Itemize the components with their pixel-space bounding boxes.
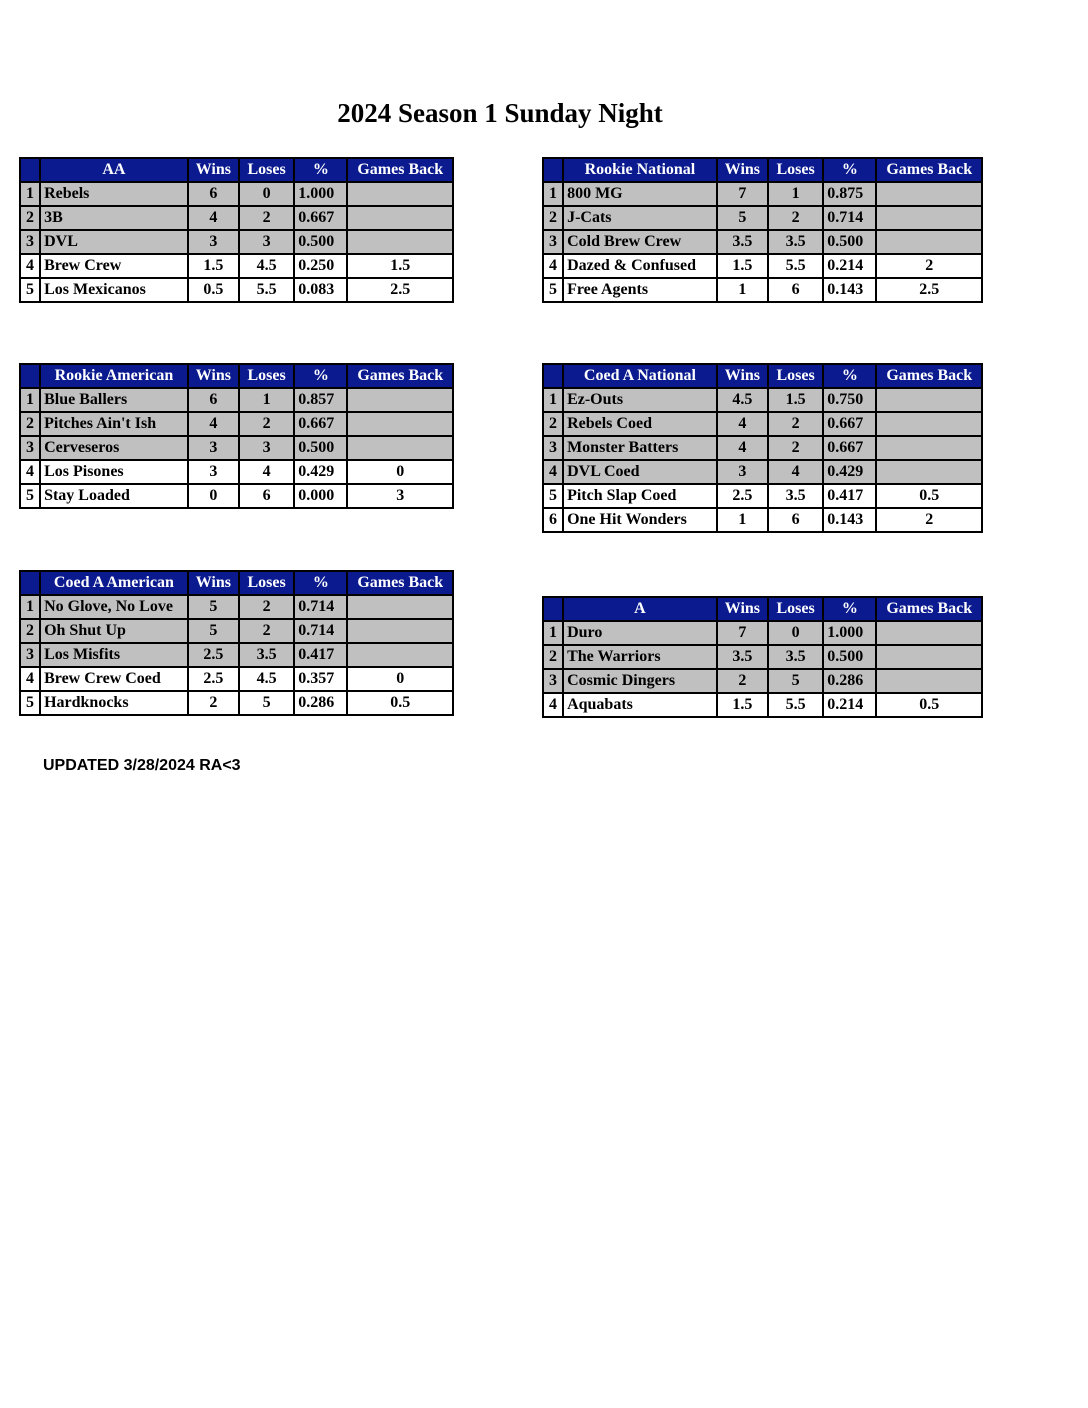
- loses-value: 2: [239, 412, 294, 436]
- games-back-value: 3: [347, 484, 453, 508]
- rank-cell: 3: [543, 669, 563, 693]
- wins-value: 2.5: [188, 667, 239, 691]
- rank-cell: 2: [543, 645, 563, 669]
- pct-value: 0.143: [823, 508, 876, 532]
- table-row: [543, 645, 982, 669]
- rank-cell: 2: [20, 412, 40, 436]
- pct-value: 0.250: [294, 254, 347, 278]
- games-back-value: 2.5: [876, 278, 982, 302]
- games-back-value: [876, 230, 982, 254]
- loses-value: 2: [239, 619, 294, 643]
- header-pct: %: [294, 364, 347, 388]
- team-name: Blue Ballers: [40, 388, 188, 412]
- loses-value: 5.5: [768, 254, 823, 278]
- wins-value: 4: [717, 436, 768, 460]
- wins-value: 0.5: [188, 278, 239, 302]
- team-name: Los Mexicanos: [40, 278, 188, 302]
- rank-cell: 1: [20, 388, 40, 412]
- loses-value: 4: [239, 460, 294, 484]
- rank-cell: 3: [543, 436, 563, 460]
- games-back-value: 0.5: [876, 484, 982, 508]
- updated-note: UPDATED 3/28/2024 RA<3: [43, 757, 241, 774]
- team-name: Los Pisones: [40, 460, 188, 484]
- table-header-row: [20, 364, 453, 388]
- rank-cell: 4: [20, 254, 40, 278]
- games-back-value: [876, 412, 982, 436]
- team-name: 800 MG: [563, 182, 717, 206]
- table-row: [543, 388, 982, 412]
- rank-cell: 2: [20, 619, 40, 643]
- table-row: [20, 460, 453, 484]
- rank-cell: 3: [20, 230, 40, 254]
- table-row: [543, 621, 982, 645]
- wins-value: 6: [188, 388, 239, 412]
- pct-value: 0.000: [294, 484, 347, 508]
- wins-value: 1.5: [188, 254, 239, 278]
- team-name: Los Misfits: [40, 643, 188, 667]
- standings-table-rookie-american: [19, 363, 454, 509]
- wins-value: 2.5: [188, 643, 239, 667]
- rank-cell: 2: [543, 412, 563, 436]
- pct-value: 0.429: [823, 460, 876, 484]
- team-name: Cosmic Dingers: [563, 669, 717, 693]
- rank-cell: 4: [20, 460, 40, 484]
- header-rank-cell: [543, 597, 563, 621]
- wins-value: 5: [188, 619, 239, 643]
- games-back-value: 0.5: [347, 691, 453, 715]
- team-name: Pitches Ain't Ish: [40, 412, 188, 436]
- rank-cell: 5: [543, 484, 563, 508]
- loses-value: 2: [239, 595, 294, 619]
- loses-value: 5.5: [768, 693, 823, 717]
- table-row: [20, 412, 453, 436]
- loses-value: 5: [768, 669, 823, 693]
- loses-value: 1.5: [768, 388, 823, 412]
- rank-cell: 3: [20, 436, 40, 460]
- table-header-row: [20, 571, 453, 595]
- games-back-value: [876, 206, 982, 230]
- table-row: [20, 691, 453, 715]
- wins-value: 2: [188, 691, 239, 715]
- header-pct: %: [823, 364, 876, 388]
- team-name: Monster Batters: [563, 436, 717, 460]
- wins-value: 3: [188, 230, 239, 254]
- pct-value: 0.667: [294, 206, 347, 230]
- rank-cell: 4: [543, 254, 563, 278]
- table-header-row: [543, 364, 982, 388]
- pct-value: 0.500: [294, 436, 347, 460]
- games-back-value: [347, 206, 453, 230]
- wins-value: 7: [717, 182, 768, 206]
- wins-value: 3: [188, 460, 239, 484]
- table-row: [20, 595, 453, 619]
- pct-value: 0.714: [823, 206, 876, 230]
- header-rank-cell: [20, 364, 40, 388]
- table-row: [20, 254, 453, 278]
- games-back-value: [347, 595, 453, 619]
- team-name: Cerveseros: [40, 436, 188, 460]
- games-back-value: 2: [876, 508, 982, 532]
- table-row: [20, 436, 453, 460]
- standings-table-aa: [19, 157, 454, 303]
- loses-value: 2: [239, 206, 294, 230]
- loses-value: 4: [768, 460, 823, 484]
- loses-value: 3: [239, 436, 294, 460]
- loses-value: 0: [239, 182, 294, 206]
- team-name: Oh Shut Up: [40, 619, 188, 643]
- team-name: Aquabats: [563, 693, 717, 717]
- wins-value: 4: [188, 206, 239, 230]
- wins-value: 1: [717, 278, 768, 302]
- division-name: A: [563, 597, 717, 621]
- pct-value: 0.857: [294, 388, 347, 412]
- division-name: AA: [40, 158, 188, 182]
- team-name: Cold Brew Crew: [563, 230, 717, 254]
- pct-value: 0.214: [823, 254, 876, 278]
- rank-cell: 3: [20, 643, 40, 667]
- pct-value: 0.357: [294, 667, 347, 691]
- team-name: DVL: [40, 230, 188, 254]
- pct-value: 0.286: [823, 669, 876, 693]
- table-header-row: [20, 158, 453, 182]
- header-games-back: Games Back: [347, 158, 453, 182]
- header-rank-cell: [543, 158, 563, 182]
- team-name: DVL Coed: [563, 460, 717, 484]
- team-name: Pitch Slap Coed: [563, 484, 717, 508]
- loses-value: 3.5: [768, 645, 823, 669]
- header-games-back: Games Back: [876, 364, 982, 388]
- table-row: [20, 643, 453, 667]
- team-name: 3B: [40, 206, 188, 230]
- games-back-value: 1.5: [347, 254, 453, 278]
- team-name: No Glove, No Love: [40, 595, 188, 619]
- team-name: Ez-Outs: [563, 388, 717, 412]
- games-back-value: 0: [347, 460, 453, 484]
- rank-cell: 6: [543, 508, 563, 532]
- pct-value: 0.714: [294, 619, 347, 643]
- table-row: [20, 182, 453, 206]
- standings-table-a: [542, 596, 983, 718]
- rank-cell: 5: [20, 691, 40, 715]
- header-pct: %: [294, 571, 347, 595]
- games-back-value: [876, 182, 982, 206]
- pct-value: 0.143: [823, 278, 876, 302]
- table-header-row: [543, 597, 982, 621]
- rank-cell: 1: [543, 621, 563, 645]
- loses-value: 0: [768, 621, 823, 645]
- pct-value: 0.750: [823, 388, 876, 412]
- rank-cell: 1: [20, 595, 40, 619]
- table-row: [543, 460, 982, 484]
- team-name: J-Cats: [563, 206, 717, 230]
- header-rank-cell: [20, 571, 40, 595]
- header-loses: Loses: [768, 597, 823, 621]
- pct-value: 0.500: [823, 230, 876, 254]
- wins-value: 2.5: [717, 484, 768, 508]
- games-back-value: [876, 460, 982, 484]
- wins-value: 0: [188, 484, 239, 508]
- header-rank-cell: [543, 364, 563, 388]
- wins-value: 5: [188, 595, 239, 619]
- table-row: [543, 669, 982, 693]
- games-back-value: 0.5: [876, 693, 982, 717]
- wins-value: 3: [188, 436, 239, 460]
- loses-value: 3: [239, 230, 294, 254]
- loses-value: 1: [239, 388, 294, 412]
- games-back-value: [876, 669, 982, 693]
- rank-cell: 5: [543, 278, 563, 302]
- pct-value: 0.875: [823, 182, 876, 206]
- table-row: [20, 206, 453, 230]
- games-back-value: [347, 643, 453, 667]
- table-row: [20, 278, 453, 302]
- wins-value: 6: [188, 182, 239, 206]
- games-back-value: [347, 412, 453, 436]
- header-pct: %: [823, 597, 876, 621]
- header-pct: %: [823, 158, 876, 182]
- table-row: [543, 254, 982, 278]
- loses-value: 3.5: [768, 230, 823, 254]
- loses-value: 2: [768, 206, 823, 230]
- header-loses: Loses: [239, 364, 294, 388]
- header-wins: Wins: [717, 158, 768, 182]
- table-row: [543, 693, 982, 717]
- table-row: [20, 388, 453, 412]
- team-name: Rebels Coed: [563, 412, 717, 436]
- table-row: [543, 206, 982, 230]
- table-row: [543, 230, 982, 254]
- rank-cell: 4: [543, 460, 563, 484]
- loses-value: 4.5: [239, 254, 294, 278]
- games-back-value: [347, 619, 453, 643]
- loses-value: 6: [239, 484, 294, 508]
- team-name: Dazed & Confused: [563, 254, 717, 278]
- games-back-value: 0: [347, 667, 453, 691]
- header-loses: Loses: [239, 158, 294, 182]
- wins-value: 3.5: [717, 645, 768, 669]
- pct-value: 0.417: [294, 643, 347, 667]
- games-back-value: [876, 621, 982, 645]
- header-rank-cell: [20, 158, 40, 182]
- loses-value: 6: [768, 278, 823, 302]
- loses-value: 3.5: [239, 643, 294, 667]
- header-wins: Wins: [188, 571, 239, 595]
- wins-value: 1.5: [717, 254, 768, 278]
- pct-value: 0.667: [823, 436, 876, 460]
- division-name: Rookie National: [563, 158, 717, 182]
- wins-value: 7: [717, 621, 768, 645]
- pct-value: 1.000: [294, 182, 347, 206]
- header-games-back: Games Back: [347, 364, 453, 388]
- table-row: [543, 484, 982, 508]
- standings-table-rookie-national: [542, 157, 983, 303]
- header-wins: Wins: [717, 364, 768, 388]
- header-games-back: Games Back: [347, 571, 453, 595]
- header-wins: Wins: [188, 364, 239, 388]
- team-name: Brew Crew Coed: [40, 667, 188, 691]
- games-back-value: [347, 182, 453, 206]
- loses-value: 5.5: [239, 278, 294, 302]
- rank-cell: 1: [20, 182, 40, 206]
- page-title: 2024 Season 1 Sunday Night: [337, 98, 663, 128]
- standings-table-coed-a-national: [542, 363, 983, 533]
- team-name: Free Agents: [563, 278, 717, 302]
- rank-cell: 1: [543, 388, 563, 412]
- wins-value: 4: [717, 412, 768, 436]
- loses-value: 1: [768, 182, 823, 206]
- team-name: Rebels: [40, 182, 188, 206]
- games-back-value: [347, 230, 453, 254]
- table-row: [543, 508, 982, 532]
- header-loses: Loses: [239, 571, 294, 595]
- team-name: Stay Loaded: [40, 484, 188, 508]
- team-name: Hardknocks: [40, 691, 188, 715]
- loses-value: 4.5: [239, 667, 294, 691]
- wins-value: 3: [717, 460, 768, 484]
- team-name: Brew Crew: [40, 254, 188, 278]
- team-name: Duro: [563, 621, 717, 645]
- pct-value: 0.500: [823, 645, 876, 669]
- pct-value: 0.429: [294, 460, 347, 484]
- header-loses: Loses: [768, 158, 823, 182]
- loses-value: 6: [768, 508, 823, 532]
- table-row: [20, 484, 453, 508]
- wins-value: 3.5: [717, 230, 768, 254]
- rank-cell: 3: [543, 230, 563, 254]
- games-back-value: [347, 388, 453, 412]
- games-back-value: 2: [876, 254, 982, 278]
- header-wins: Wins: [717, 597, 768, 621]
- games-back-value: [876, 645, 982, 669]
- rank-cell: 2: [20, 206, 40, 230]
- header-wins: Wins: [188, 158, 239, 182]
- pct-value: 0.083: [294, 278, 347, 302]
- table-row: [543, 278, 982, 302]
- loses-value: 5: [239, 691, 294, 715]
- pct-value: 1.000: [823, 621, 876, 645]
- wins-value: 4: [188, 412, 239, 436]
- division-name: Rookie American: [40, 364, 188, 388]
- rank-cell: 4: [543, 693, 563, 717]
- pct-value: 0.667: [823, 412, 876, 436]
- table-row: [543, 436, 982, 460]
- games-back-value: [347, 436, 453, 460]
- table-row: [543, 182, 982, 206]
- table-row: [20, 619, 453, 643]
- division-name: Coed A National: [563, 364, 717, 388]
- pct-value: 0.214: [823, 693, 876, 717]
- header-games-back: Games Back: [876, 158, 982, 182]
- games-back-value: 2.5: [347, 278, 453, 302]
- team-name: One Hit Wonders: [563, 508, 717, 532]
- loses-value: 2: [768, 436, 823, 460]
- pct-value: 0.714: [294, 595, 347, 619]
- rank-cell: 1: [543, 182, 563, 206]
- wins-value: 1.5: [717, 693, 768, 717]
- pct-value: 0.417: [823, 484, 876, 508]
- rank-cell: 5: [20, 484, 40, 508]
- table-row: [20, 230, 453, 254]
- header-loses: Loses: [768, 364, 823, 388]
- loses-value: 3.5: [768, 484, 823, 508]
- games-back-value: [876, 436, 982, 460]
- rank-cell: 2: [543, 206, 563, 230]
- pct-value: 0.500: [294, 230, 347, 254]
- standings-table-coed-a-american: [19, 570, 454, 716]
- rank-cell: 5: [20, 278, 40, 302]
- loses-value: 2: [768, 412, 823, 436]
- pct-value: 0.286: [294, 691, 347, 715]
- table-header-row: [543, 158, 982, 182]
- games-back-value: [876, 388, 982, 412]
- rank-cell: 4: [20, 667, 40, 691]
- wins-value: 5: [717, 206, 768, 230]
- wins-value: 2: [717, 669, 768, 693]
- team-name: The Warriors: [563, 645, 717, 669]
- header-games-back: Games Back: [876, 597, 982, 621]
- table-row: [543, 412, 982, 436]
- pct-value: 0.667: [294, 412, 347, 436]
- division-name: Coed A American: [40, 571, 188, 595]
- table-row: [20, 667, 453, 691]
- header-pct: %: [294, 158, 347, 182]
- wins-value: 4.5: [717, 388, 768, 412]
- wins-value: 1: [717, 508, 768, 532]
